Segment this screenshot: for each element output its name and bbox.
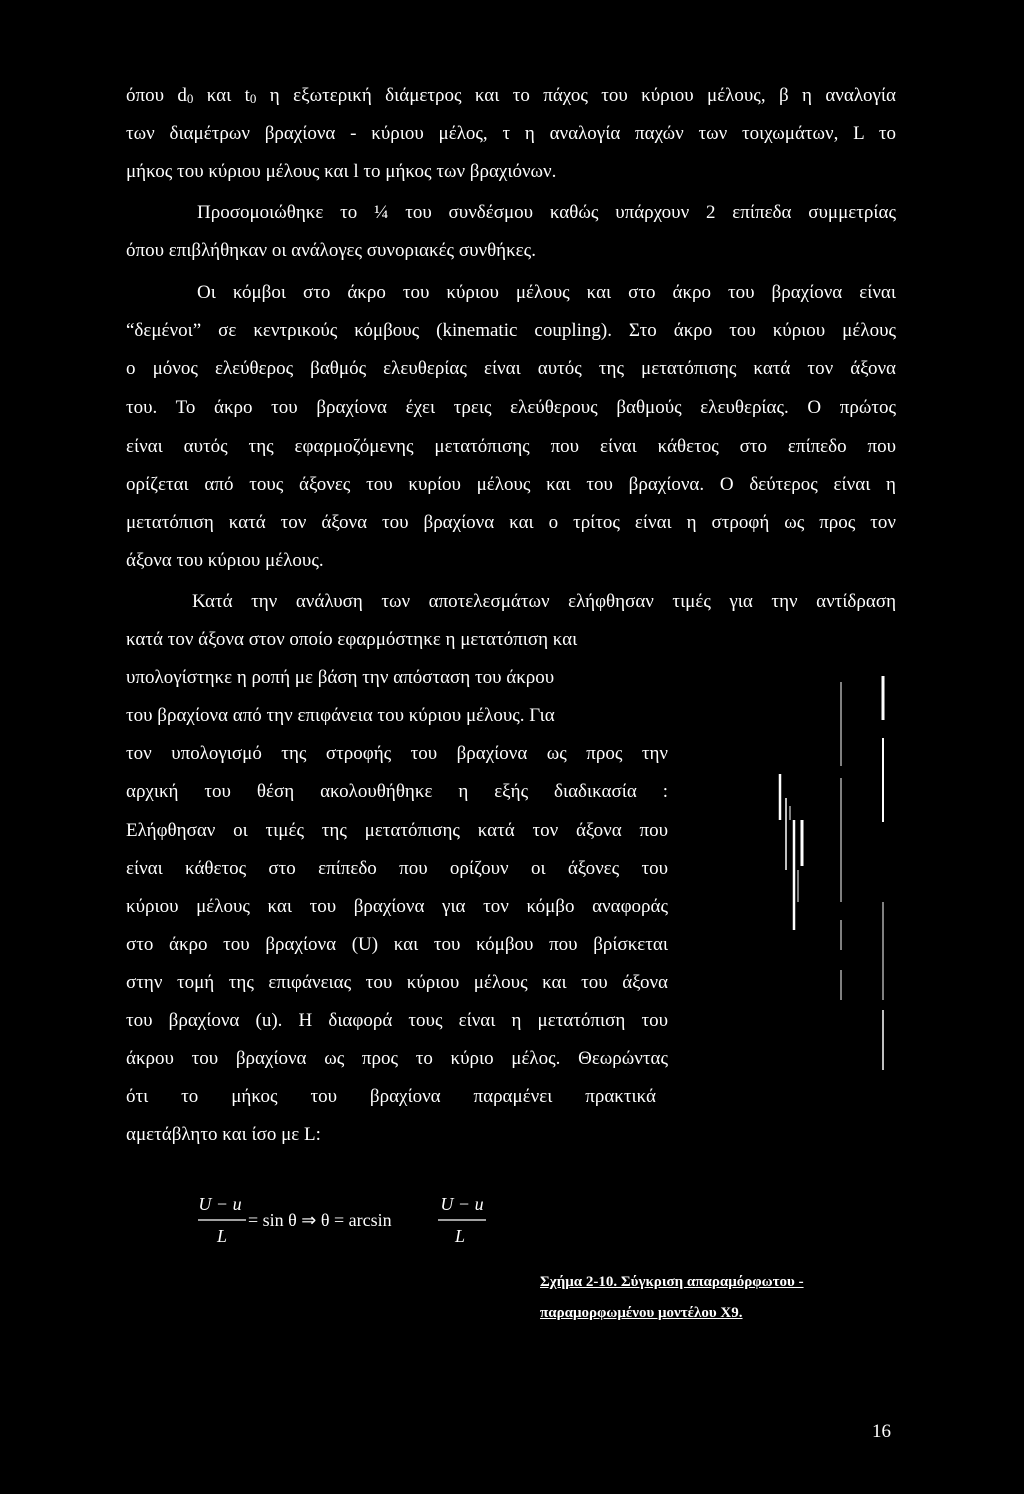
paragraph4-line14: ότι το μήκος του βραχίονα παραμένει πρακτικά <box>126 1086 656 1107</box>
paragraph4-line1: Κατά την ανάλυση των αποτελεσμάτων ελήφθησαν τιμές για την αντίδραση <box>192 591 896 612</box>
paragraph4-line7: Ελήφθησαν οι τιμές της μετατόπισης κατά τον άξονα που <box>126 820 668 841</box>
equation-middle: = sin θ ⇒ θ = arcsin <box>248 1210 392 1230</box>
paragraph4-line4: του βραχίονα από την επιφάνεια του κύριου μέλους. Για <box>126 705 555 726</box>
paragraph4-line13: άκρου του βραχίονα ως προς το κύριο μέλος. Θεωρώντας <box>126 1048 668 1069</box>
paragraph3-line6: ορίζεται από τους άξονες του κυρίου μέλους και του βραχίονα. Ο δεύτερος είναι η <box>126 474 896 495</box>
page-number: 16 <box>872 1421 891 1442</box>
paragraph4-line3: υπολογίστηκε η ροπή με βάση την απόσταση του άκρου <box>126 667 555 688</box>
paragraph3-line1: Οι κόμβοι στο άκρο του κύριου μέλους και στο άκρο του βραχίονα είναι <box>197 282 896 303</box>
paragraph4-line15: αμετάβλητο και ίσο με L: <box>126 1124 321 1145</box>
fraction-right-denominator: L <box>454 1226 466 1246</box>
text-span: και t <box>193 85 250 106</box>
figure-caption-line1: Σχήμα 2-10. Σύγκριση απαραμόρφωτου - <box>540 1274 804 1290</box>
paragraph4-line5: τον υπολογισμό της στροφής του βραχίονα ως προς την <box>126 743 668 764</box>
paragraph4-line6: αρχική του θέση ακολουθήθηκε η εξής διαδικασία : <box>126 781 668 802</box>
figure-drawing <box>770 670 910 1090</box>
paragraph3-line7: μετατόπιση κατά τον άξονα του βραχίονα και ο τρίτος είναι η στροφή ως προς τον <box>126 512 896 533</box>
paragraph4-line12: του βραχίονα (u). Η διαφορά τους είναι η μετατόπιση του <box>126 1010 668 1031</box>
text-span: όπου d <box>126 85 187 106</box>
paragraph3-line8: άξονα του κύριου μέλους. <box>126 550 324 571</box>
fraction-left-denominator: L <box>216 1226 228 1246</box>
paragraph2-line2: όπου επιβλήθηκαν οι ανάλογες συνοριακές συνθήκες. <box>126 240 536 261</box>
text-span: η εξωτερική διάμετρος και το πάχος του κύριου μέλους, β η αναλογία <box>256 85 896 106</box>
fraction-left-numerator: U − u <box>198 1194 242 1214</box>
paragraph1-line3: μήκος του κύριου μέλους και l το μήκος των βραχιόνων. <box>126 161 557 182</box>
subscript: 0 <box>186 91 194 106</box>
paragraph3-line4: του. Το άκρο του βραχίονα έχει τρεις ελεύθερους βαθμούς ελευθερίας. Ο πρώτος <box>126 397 896 418</box>
fraction-right-numerator: U − u <box>440 1194 484 1214</box>
paragraph1-line2: των διαμέτρων βραχίονα - κύριου μέλος, τ η αναλογία παχών των τοιχωμάτων, L το <box>126 123 896 144</box>
paragraph4-line9: κύριου μέλους και του βραχίονα για τον κόμβο αναφοράς <box>126 896 668 917</box>
paragraph1-line1 <box>126 84 896 111</box>
paragraph3-line5: είναι αυτός της εφαρμοζόμενης μετατόπισης που είναι κάθετος στο επίπεδο που <box>126 436 896 457</box>
model-comparison-figure <box>770 670 910 1090</box>
paragraph3-line3: ο μόνος ελεύθερος βαθμός ελευθερίας είναι αυτός της μετατόπισης κατά τον άξονα <box>126 358 896 379</box>
figure-caption-line2: παραμορφωμένου μοντέλου Χ9. <box>540 1305 743 1321</box>
equation-svg <box>198 1196 518 1256</box>
equation <box>198 1196 518 1256</box>
paragraph4-line8: είναι κάθετος στο επίπεδο που ορίζουν οι άξονες του <box>126 858 668 879</box>
paragraph4-line11: στην τομή της επιφάνειας του κύριου μέλους και του άξονα <box>126 972 668 993</box>
subscript: 0 <box>249 91 257 106</box>
paragraph4-line10: στο άκρο του βραχίονα (U) και του κόμβου που βρίσκεται <box>126 934 668 955</box>
paragraph2-line1: Προσομοιώθηκε το ¼ του συνδέσμου καθώς υπάρχουν 2 επίπεδα συμμετρίας <box>197 202 896 223</box>
paragraph4-line2: κατά τον άξονα στον οποίο εφαρμόστηκε η μετατόπιση και <box>126 629 578 650</box>
paragraph3-line2: “δεμένοι” σε κεντρικούς κόμβους (kinematic coupling). Στο άκρο του κύριου μέλους <box>126 320 896 341</box>
